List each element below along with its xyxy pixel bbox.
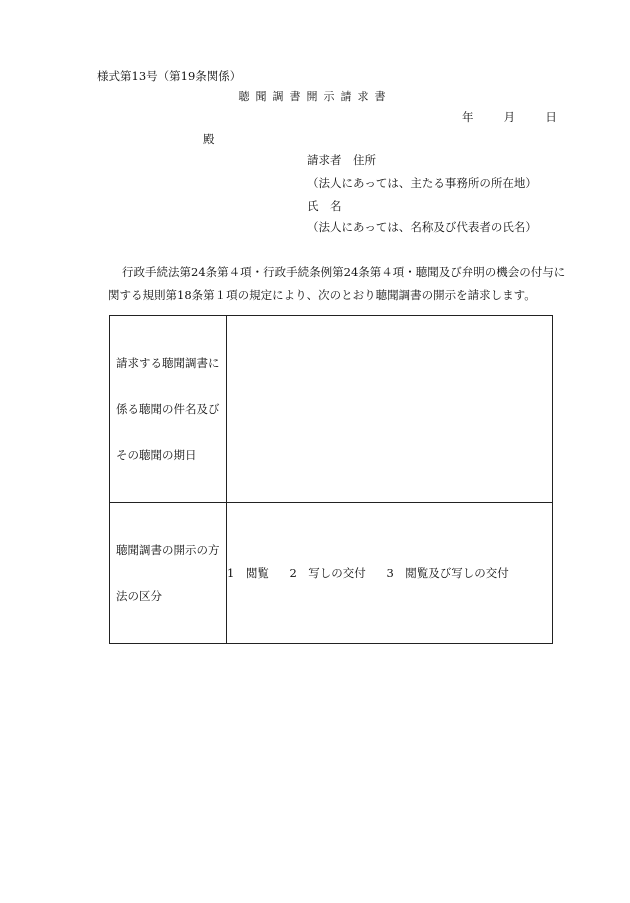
hearing-subject-label-line3: その聴聞の期日 bbox=[116, 448, 197, 462]
requester-address-label: 請求者 住所 bbox=[307, 153, 376, 167]
table-row-hearing-subject bbox=[110, 316, 553, 503]
disclosure-method-options-cell bbox=[227, 503, 553, 644]
hearing-subject-label-line2: 係る聴聞の件名及び bbox=[116, 402, 220, 416]
form-number: 様式第13号（第19条関係） bbox=[97, 69, 242, 83]
hearing-subject-label-cell bbox=[110, 316, 227, 503]
requester-address-note: （法人にあっては、主たる事務所の所在地） bbox=[307, 176, 537, 190]
option-viewing-and-copy[interactable]: 3 閲覧及び写しの交付 bbox=[386, 566, 509, 580]
option-copy-delivery[interactable]: 2 写しの交付 bbox=[289, 566, 366, 580]
hearing-subject-value-cell[interactable] bbox=[227, 316, 553, 503]
date-line bbox=[462, 112, 557, 124]
addressee-suffix: 殿 bbox=[203, 132, 215, 146]
date-day: 日 bbox=[545, 110, 557, 124]
document-title: 聴聞調書開示請求書 bbox=[238, 90, 392, 103]
requester-name-label: 氏 名 bbox=[307, 199, 342, 213]
hearing-subject-label-line1: 請求する聴聞調書に bbox=[116, 356, 220, 370]
table-row-disclosure-method bbox=[110, 503, 553, 644]
request-table bbox=[109, 315, 553, 644]
disclosure-method-label-line2: 法の区分 bbox=[116, 589, 162, 603]
disclosure-method-label-cell bbox=[110, 503, 227, 644]
date-year: 年 bbox=[462, 110, 474, 124]
disclosure-method-label-line1: 聴聞調書の開示の方 bbox=[116, 543, 220, 557]
date-month: 月 bbox=[503, 110, 516, 124]
body-text-line1: 行政手続法第24条第４項・行政手続条例第24条第４項・聴聞及び弁明の機会の付与に bbox=[122, 265, 566, 279]
requester-name-note: （法人にあっては、名称及び代表者の氏名） bbox=[307, 220, 537, 234]
body-text-line2: 関する規則第18条第１項の規定により、次のとおり聴聞調書の開示を請求します。 bbox=[108, 288, 536, 302]
option-viewing[interactable]: 1 閲覧 bbox=[227, 566, 269, 580]
